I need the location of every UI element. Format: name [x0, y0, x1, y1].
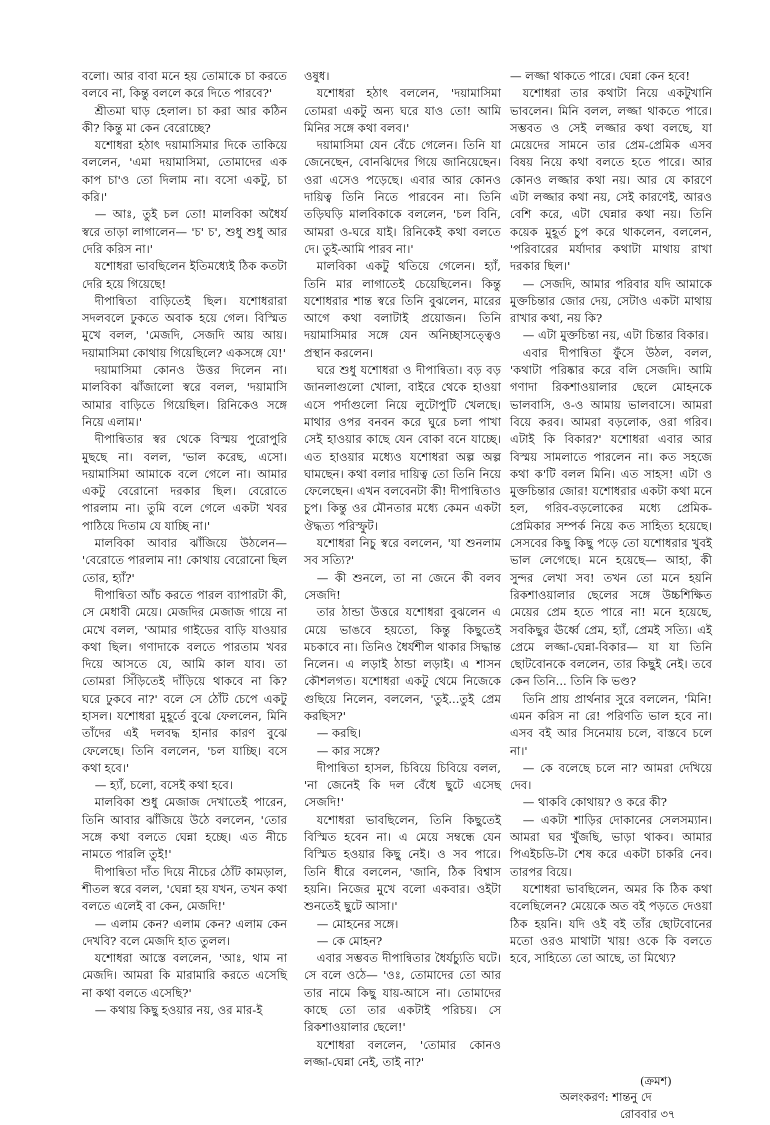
- paragraph: — হ্যাঁ, চলো, বসেই কথা হবে।: [94, 778, 234, 793]
- paragraph: — এটা মুক্তচিন্তা নয়, এটা চিন্তার বিকার।: [522, 328, 709, 343]
- paragraph: — করছি।: [316, 726, 362, 741]
- paragraph: — কী শুনলে, তা না জেনে কী বলব সেজদি!: [304, 570, 501, 602]
- paragraph: — কথায় কিছু হওয়ার নয়, ওর মার-ই: [94, 1003, 263, 1018]
- paragraph: ওষুধ।: [304, 69, 330, 83]
- paragraph: যশোধরা ভাবছিলেন, তিনি কিছুতেই বিস্মিত হবেন না। এ মেয়ে সম্বন্ধে যেন বিস্মিত হওয়ার কিছু নেই। ও সব পারে। তিনি ধীরে বললেন, 'জানি, ঠিক বিশ্বাস হয়নি। নিজের মুখে বলো একবার। ওইটা শুনতেই ছুটে আসা।': [304, 812, 501, 914]
- paragraph: যশোধরা ভাবছিলেন ইতিমধ্যেই ঠিক কতটা দেরি হয়ে গিয়েছে!: [82, 259, 287, 291]
- paragraph: বলো। আর বাবা মনে হয় তোমাকে চা করতে বলবে না, কিন্তু বললে করে দিতে পারবে?': [82, 69, 287, 101]
- paragraph: — এলাম কেন? এলাম কেন? এলাম কেন দেখবি? বলে মেজদি হাত তুলল।: [82, 916, 287, 948]
- paragraph: যশোধরা ভাবছিলেন, অমর কি ঠিক কথা বলেছিলেন? মেয়েকে অত বই পড়তে দেওয়া ঠিক হয়নি। যদি ওই বই তাঁর ছোটবোনের মতো ওরও মাথাটা খায়! ওকে কি বলতে হবে, সাহিত্যে তো আছে, তা মিথ্যে?: [510, 881, 712, 966]
- paragraph: ঘরে শুধু যশোধরা ও দীপান্বিতা। বড় বড় জানলাগুলো খোলা, বাইরে থেকে হাওয়া এসে পর্দাগুলো নিয়ে লুটোপুটি খেলছে। মাথার ওপর বনবন করে ঘুরে চলা পাখা সেই হাওয়ার কাছে যেন বোকা বনে যাচ্ছে। এত হাওয়ার মধ্যেও যশোধরা অল্প অল্প ঘামছেন। কথা বলার দায়িত্ব তো তিনি নিয়ে ফেলেছেন। এখন বলবেনটা কী! দীপান্বিতাও চুপ। কিন্তু ওর মৌনতার মধ্যে কেমন একটা ঔদ্ধত্য পরিস্ফুট।: [304, 363, 501, 533]
- paragraph: — সেজদি, আমার পরিবার যদি আমাকে মুক্তচিন্তার জোর দেয়, সেটাও একটা মাথায় রাখার কথা, নয় কি?: [510, 276, 712, 326]
- paragraph: দীপান্বিতার স্বর থেকে বিস্ময় পুরোপুরি মুছছে না। বলল, 'ভাল করেছ, এসো। দয়ামাসিমা আমাকে বলে গেলে না। আমার একটু বেরোনো দরকার ছিল। বেরোতে পারলাম না। তুমি বলে গেলে একটা খবর পাঠিয়ে দিতাম যে যাচ্ছি না।': [82, 432, 287, 533]
- paragraph: যশোধরা আস্তে বললেন, 'আঃ, থাম না মেজদি। আমরা কি মারামারি করতে এসেছি না কথা বলতে এসেছি?': [82, 951, 287, 1000]
- paragraph: — কে মোহন?: [316, 933, 383, 948]
- illustration-credit: অলংকরণ: শান্তনু দে: [560, 1090, 652, 1104]
- paragraph: দীপান্বিতা হাসল, চিবিয়ে চিবিয়ে বলল, 'না জেনেই কি দল বেঁধে ছুটে এসেছ সেজদি!': [304, 760, 501, 810]
- paragraph: যশোধরা নিচু স্বরে বললেন, 'যা শুনলাম সব সত্যি?': [304, 536, 501, 568]
- paragraph: মালবিকা আবার ঝাঁজিয়ে উঠলেন— 'বেরোতে পারলাম না! কোথায় বেরোনো ছিল তোর, হ্যাঁ?': [82, 536, 287, 585]
- paragraph: তার ঠান্ডা উত্তরে যশোধরা বুঝলেন এ মেয়ে ভাঙবে হয়তো, কিন্তু কিছুতেই মচকাবে না। তিনিও ধৈর্যশীল থাকার সিদ্ধান্ত নিলেন। এ লড়াই ঠান্ডা লড়াই। এ শাসন কৌশলগত। যশোধরা একটু থেমে নিজেকে গুছিয়ে নিলেন, বললেন, 'তুই...তুই প্রেম করছিস?': [304, 605, 501, 723]
- paragraph: এবার দীপান্বিতা ফুঁসে উঠল, বলল, 'কথাটা পরিষ্কার করে বলি সেজদি। আমি গণাদা রিকশাওয়ালার ছেলে মোহনকে ভালবাসি, ও-ও আমায় ভালবাসে। আমরা বিয়ে করব। আমরা বড়লোক, ওরা গরিব। এটাই কি বিকার?' যশোধরা এবার আর বিস্ময় সামলাতে পারলেন না। কত সহজে কথা ক'টি বলল মিনি। এত সাহস! এটা ও মুক্তচিন্তার জোর! যশোধরার একটা কথা মনে হল, গরিব-বড়লোকের মধ্যে প্রেমিক-প্রেমিকার সম্পর্ক নিয়ে কত সাহিত্য হয়েছে। সেসবের কিছু কিছু পড়ে তো যশোধরার খুবই ভাল লেগেছে। মনে হয়েছে— আহা, কী সুন্দর লেখা সব! তখন তো মনে হয়নি রিকশাওয়ালার ছেলের সঙ্গে উচ্চশিক্ষিত মেয়ের প্রেম হতে পারে না! মনে হয়েছে, সবকিছুর ঊর্ধ্বে প্রেম, হ্যাঁ, প্রেমই সত্যি। এই প্রেমে লজ্জা-ঘেন্না-বিকার— যা যা তিনি ছোটবোনকে বললেন, তার কিছুই নেই। তবে কেন তিনি... তিনি কি ভণ্ড?: [510, 345, 712, 689]
- paragraph: দয়ামাসিমা যেন বেঁচে গেলেন। তিনি যা জেনেছেন, বোনঝিদের গিয়ে জানিয়েছেন। ওরা এসেও পড়েছে। এবার আর কোনও দায়িত্ব তিনি নিতে পারবেন না। তিনি তড়িঘড়ি মালবিকাকে বললেন, 'চল বিনি, আমরা ও-ঘরে যাই। রিনিকেই কথা বলতে দে। তুই-আমি পারব না।': [304, 138, 501, 256]
- paragraph: — আঃ, তুই চল তো! মালবিকা অধৈর্য স্বরে তাড়া লাগালেন— 'চ' চ', শুধু শুধু আর দেরি করিস না।': [82, 207, 287, 256]
- paragraph: যশোধরা তার কথাটা নিয়ে একটুখানি ভাবলেন। মিনি বলল, লজ্জা থাকতে পারে। সম্ভবত ও সেই লজ্জার কথা বলছে, যা মেয়েদের সামনে তার প্রেম-প্রেমিক এসব বিষয় নিয়ে কথা বলতে হতে পারে। আর কোনও লজ্জার কথা নয়। আর যে কারণে এটা লজ্জার কথা নয়, সেই কারণেই, আরও বেশি করে, এটা ঘেন্নার কথা নয়। তিনি কয়েক মুহূর্ত চুপ করে থাকলেন, বললেন, 'পরিবারের মর্যাদার কথাটা মাথায় রাখা দরকার ছিল।': [510, 86, 712, 274]
- paragraph: যশোধরা হঠাৎ দয়ামাসিমার দিকে তাকিয়ে বললেন, 'এমা দয়ামাসিমা, তোমাদের এক কাপ চা'ও তো দিলাম না। বসো একটু, চা করি।': [82, 138, 287, 205]
- text-column-2: [304, 68, 501, 1071]
- paragraph: মালবিকা একটু থতিয়ে গেলেন। হ্যাঁ, তিনি মার লাগাতেই চেয়েছিলেন। কিন্তু যশোধরার শান্ত স্বরে তিনি বুঝলেন, মারের আগে কথা বলাটাই প্রয়োজন। তিনি দয়ামাসিমার সঙ্গে যেন অনিচ্ছাসত্ত্বেও প্রস্থান করলেন।: [304, 259, 501, 360]
- paragraph: — লজ্জা থাকতে পারে। ঘেন্না কেন হবে!: [510, 69, 691, 83]
- paragraph: এবার সম্ভবত দীপান্বিতার ধৈর্যচ্যুতি ঘটে। সে বলে ওঠে— 'ওঃ, তোমাদের তো আর তার নামে কিছু যায়-আসে না। তোমাদের কাছে তো তার একটাই পরিচয়। সে রিকশাওয়ালার ছেলে!': [304, 951, 501, 1035]
- paragraph: — থাকবি কোথায়? ও করে কী?: [522, 795, 667, 810]
- paragraph: যশোধরা বললেন, 'তোমার কোনও লজ্জা-ঘেন্না নেই, তাই না?': [304, 1037, 501, 1069]
- page-folio: রোববার ৩৭: [620, 1107, 676, 1121]
- paragraph: তিনি প্রায় প্রার্থনার সুরে বললেন, 'মিনি! এমন করিস না রে! পরিণতি ভাল হবে না। এসব বই আর সিনেমায় চলে, বাস্তবে চলে না।': [510, 691, 712, 758]
- continued-marker: (ক্রমশ): [640, 1074, 672, 1088]
- paragraph: — কে বলেছে চলে না? আমরা দেখিয়ে দেব।: [510, 760, 712, 793]
- paragraph: দীপান্বিতা দাঁত দিয়ে নীচের ঠোঁট কামড়াল, শীতল স্বরে বলল, 'ঘেন্না হয় যখন, তখন কথা বলতে এলেই বা কেন, মেজদি!': [82, 864, 287, 914]
- paragraph: যশোধরা হঠাৎ বললেন, 'দয়ামাসিমা তোমরা একটু অন্য ঘরে যাও তো! আমি মিনির সঙ্গে কথা বলব।': [304, 86, 501, 135]
- paragraph: দয়ামাসিমা কোনও উত্তর দিলেন না। মালবিকা ঝাঁজালো স্বরে বলল, 'দয়ামাসি আমার বাড়িতে গিয়েছিল। রিনিকেও সঙ্গে নিয়ে এলাম।': [82, 363, 287, 429]
- paragraph: মালবিকা শুধু মেজাজ দেখাতেই পারেন, তিনি আবার ঝাঁজিয়ে উঠে বললেন, 'তোর সঙ্গে কথা বলতে ঘেন্না হচ্ছে। এত নীচে নামতে পারলি তুই!': [82, 795, 287, 862]
- paragraph: দীপান্বিতা বাড়িতেই ছিল। যশোধরারা সদলবলে ঢুকতে অবাক হয়ে গেল। বিস্মিত মুখে বলল, 'মেজদি, সেজদি আয় আয়। দয়ামাসিমা কোথায় গিয়েছিলে? একসঙ্গে যে!': [82, 293, 287, 360]
- paragraph: দীপান্বিতা আঁচ করতে পারল ব্যাপারটা কী, সে মেধাবী মেয়ে। মেজদির মেজাজ গায়ে না মেখে বলল, 'আমার গাইডের বাড়ি যাওয়ার কথা ছিল। গণাদাকে বলতে পারতাম খবর দিয়ে আসতে যে, আমি কাল যাব। তা তোমরা সিঁড়িতেই দাঁড়িয়ে থাকবে না কি? ঘরে ঢুকবে না?' বলে সে ঠোঁট চেপে একটু হাসল। যশোধরা মুহূর্তে বুঝে ফেললেন, মিনি তাঁদের এই দলবদ্ধ হানার কারণ বুঝে ফেলেছে। তিনি বললেন, 'চল যাচ্ছি। বসে কথা হবে।': [82, 587, 287, 775]
- paragraph: শ্রীতমা ঘাড় হেলাল। চা করা আর কঠিন কী? কিন্তু মা কেন বেরোচ্ছে?: [82, 103, 287, 135]
- text-column-1: [82, 68, 287, 1019]
- paragraph: — কার সঙ্গে?: [316, 743, 380, 758]
- paragraph: — মোহনের সঙ্গে।: [316, 916, 399, 931]
- paragraph: — একটা শাড়ির দোকানের সেলসম্যান। আমরা ঘর খুঁজছি, ভাড়া থাকব। আমার পিএইচডি-টা শেষ করে একটা চাকরি নেব। তারপর বিয়ে।: [510, 812, 712, 879]
- text-column-3: [510, 68, 712, 967]
